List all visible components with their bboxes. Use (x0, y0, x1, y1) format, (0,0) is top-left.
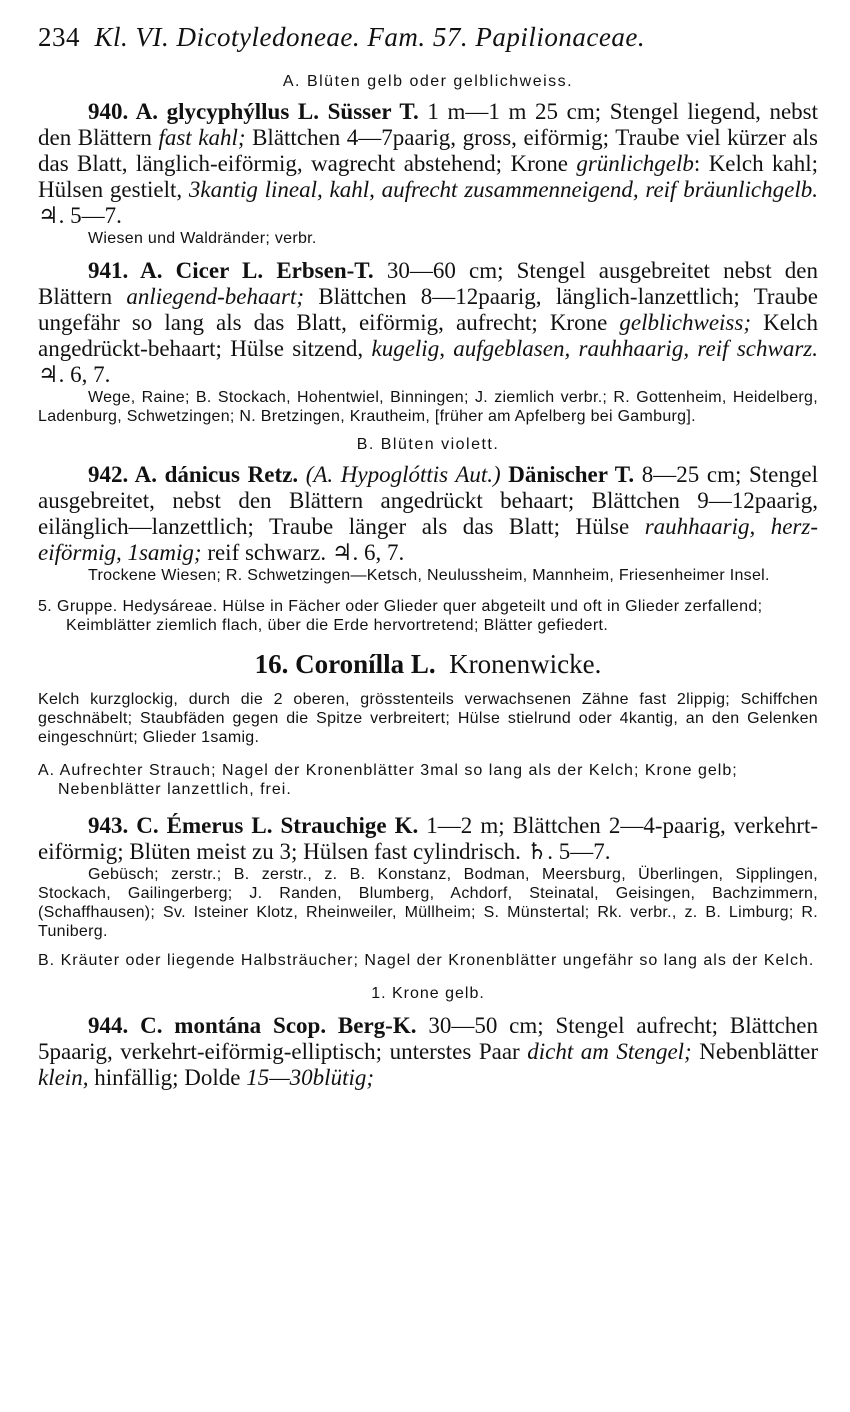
flowering: ♃. 5—7. (38, 203, 122, 228)
emphasis: 3kantig lineal, kahl, aufrecht zusammenneigend, reif bräunlichgelb. (188, 177, 818, 202)
species-entry-940 (38, 99, 818, 229)
locality: Wiesen und Waldränder; verbr. (88, 230, 317, 247)
common-name: Erbsen-T. (276, 258, 374, 283)
description: 30—50 cm; Stengel aufrecht; Blättchen 5paarig, verkehrt-eiförmig-elliptisch; unterstes Paar (38, 1013, 819, 1064)
species-name: 941. A. Cicer L. (88, 258, 264, 283)
section-heading-b: B. Blüten violett. (356, 436, 500, 453)
genus-name: 16. Coronílla L. (254, 649, 436, 679)
locality: Wege, Raine; B. Stockach, Hohentwiel, Binningen; J. ziemlich verbr.; R. Gottenheim, Heidelberg, Ladenburg, Schwetzingen; N. Bretzingen, Krautheim, [früher am Apfelberg bei Gamburg]. (38, 389, 818, 425)
species-entry-941 (38, 258, 818, 388)
species-name: 942. A. dánicus Retz. (88, 462, 299, 487)
running-header (38, 22, 818, 53)
subsection-heading-b1: 1. Krone gelb. (371, 985, 485, 1002)
group-heading-5: 5. Gruppe. Hedysáreae. Hülse in Fächer oder Glieder quer abgeteilt und oft in Glieder zerfallend; Keimblätter ziemlich flach, über die Erde hervortretend; Blätter gefiedert. (38, 598, 763, 634)
emphasis: rauhhaarig, herz-eiförmig, 1samig; (38, 514, 818, 565)
common-name: Süsser T. (327, 99, 419, 124)
common-name: Berg-K. (337, 1013, 417, 1038)
description: Nebenblätter (699, 1039, 818, 1064)
description: 8—25 cm; Stengel ausgebreitet, nebst den Blättern angedrückt behaart; Blättchen 9—12paarig, eilänglich—lanzettlich; Traube länger als das Blatt; Hülse (38, 462, 818, 539)
species-entry-944 (38, 1013, 818, 1091)
species-name: 943. C. Émerus L. (88, 813, 273, 838)
genus-heading (38, 649, 818, 680)
description: Blättchen 4—7paarig, gross, eiförmig; Traube viel kürzer als das Blatt, länglich-eiförmig, wagrecht abstehend; Krone (38, 125, 819, 176)
locality: Trockene Wiesen; R. Schwetzingen—Ketsch, Neulussheim, Mannheim, Friesenheimer Insel. (88, 567, 770, 584)
genus-common-name: Kronenwicke. (449, 649, 602, 679)
locality: Gebüsch; zerstr.; B. zerstr., z. B. Konstanz, Bodman, Meersburg, Überlingen, Sipplingen, Stockach, Gailingerberg; J. Randen, Blumberg, Achdorf, Steinatal, Geisingen, Bachzimmern, (Schaffhausen); Sv. Isteiner Klotz, Rheinweiler, Müllheim; S. Münstertal; Rk. verbr., z. B. Limburg; R. Tuniberg. (38, 866, 818, 940)
page-number: 234 (38, 22, 80, 52)
book-page (38, 22, 818, 1091)
subsection-heading-a: A. Aufrechter Strauch; Nagel der Kronenblätter 3mal so lang als der Kelch; Krone gelb; Nebenblätter lanzettlich, frei. (38, 762, 738, 798)
common-name: Strauchige K. (280, 813, 419, 838)
genus-description: Kelch kurzglockig, durch die 2 oberen, grösstenteils verwachsenen Zähne fast 2lippig; Schiffchen geschnäbelt; Staubfäden gegen die Spitze verbreitert; Hülse stielrund oder 4kantig, an den Gelenken eingeschnürt; Glieder 1samig. (38, 691, 818, 746)
emphasis: dicht am Stengel; (527, 1039, 692, 1064)
emphasis: fast kahl; (158, 125, 246, 150)
species-name: 940. A. glycyphýllus L. (88, 99, 320, 124)
section-heading-a: A. Blüten gelb oder gelblichweiss. (282, 73, 574, 90)
description: 1—2 m; Blättchen 2—4-paarig, verkehrt-eiförmig; Blüten meist zu 3; Hülsen fast cylindrisch. ♄. 5—7. (38, 813, 819, 864)
description: 1 m—1 m 25 cm; Stengel liegend, nebst den Blättern (38, 99, 818, 150)
description: Blättchen 8—12paarig, länglich-lanzettlich; Traube ungefähr so lang als das Blatt, eiförmig, aufrecht; Krone (38, 284, 818, 335)
emphasis: gelblichweiss; (619, 310, 751, 335)
description: Kelch angedrückt-behaart; Hülse sitzend, (38, 310, 819, 361)
emphasis: klein, (38, 1065, 89, 1090)
description: hinfällig; Dolde (94, 1065, 241, 1090)
flowering: ♃. 6, 7. (38, 362, 111, 387)
subsection-heading-b: B. Kräuter oder liegende Halbsträucher; Nagel der Kronenblätter ungefähr so lang als der Kelch. (38, 952, 815, 969)
species-name: 944. C. montána Scop. (88, 1013, 327, 1038)
description: reif schwarz. ♃. 6, 7. (207, 540, 405, 565)
synonym: (A. Hypoglóttis Aut.) (305, 462, 501, 487)
description: : Kelch kahl; Hülsen gestielt, (38, 151, 819, 202)
species-entry-943 (38, 813, 818, 865)
emphasis: kugelig, aufgeblasen, rauhhaarig, reif schwarz. (371, 336, 818, 361)
emphasis: anliegend-behaart; (126, 284, 304, 309)
emphasis: grünlichgelb (576, 151, 694, 176)
emphasis: 15—30blütig; (246, 1065, 375, 1090)
running-title: Kl. VI. Dicotyledoneae. Fam. 57. Papilionaceae. (94, 22, 646, 52)
description: 30—60 cm; Stengel ausgebreitet nebst den Blättern (38, 258, 818, 309)
species-entry-942 (38, 462, 818, 566)
common-name: Dänischer T. (508, 462, 635, 487)
